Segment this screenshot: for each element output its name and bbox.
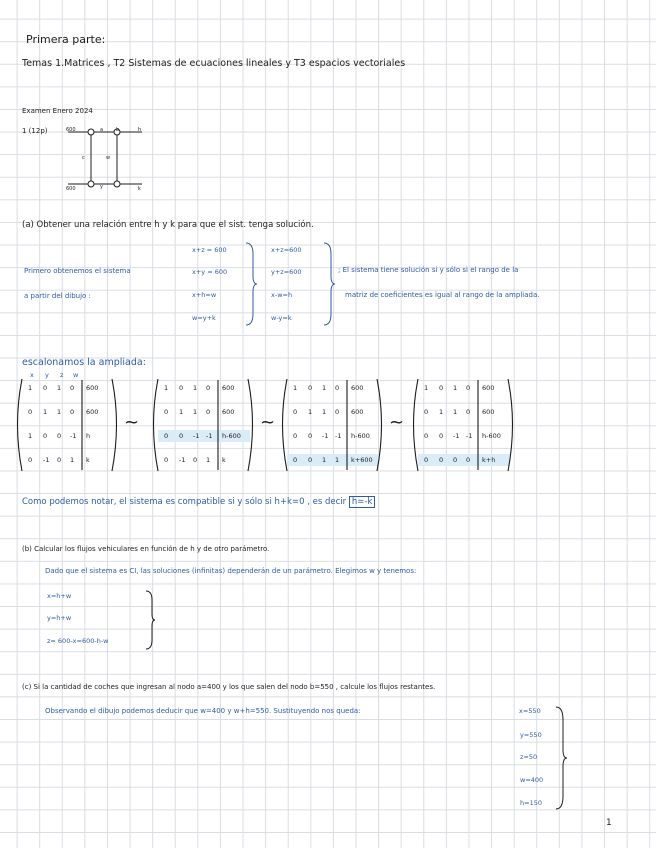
matrix-cell: 0 (308, 456, 313, 464)
part-c-text: Observando el dibujo podemos deducir que w=400 y w+h=550. Sustituyendo nos queda: (45, 707, 361, 715)
matrix-cell: 0 (308, 432, 313, 440)
result: x=550 (519, 707, 541, 715)
matrix-cell: -1 (43, 456, 50, 464)
diagram-label: b (116, 127, 120, 133)
equation: x-w=h (271, 291, 293, 299)
diagram-label: c (82, 155, 85, 161)
matrix-cell: -1 (466, 432, 473, 440)
solution: z= 600-x=600-h-w (47, 637, 109, 645)
conclusion-text: Como podemos notar, el sistema es compatible si y sólo si h+k=0 , es decir (22, 497, 347, 507)
matrix-cell: 1 (179, 408, 184, 416)
matrix-cell: 1 (322, 408, 327, 416)
matrix-cell: -1 (193, 432, 200, 440)
matrix-cell: 600 (351, 408, 364, 416)
matrix-cell: k+h (482, 456, 496, 464)
matrix-cell: 600 (351, 384, 364, 392)
matrix-cell: h-600 (482, 432, 501, 440)
matrix-cell: 0 (193, 456, 198, 464)
matrix-cell: k+600 (351, 456, 373, 464)
diagram-label: h (138, 127, 142, 133)
matrix-cell: 0 (424, 432, 429, 440)
matrix-cell: 0 (206, 408, 211, 416)
matrix-cell: -1 (335, 432, 342, 440)
part-a-prompt (22, 220, 314, 230)
equation: w=y+k (192, 314, 216, 322)
matrix-cell: 1 (206, 456, 211, 464)
matrix-cell: 0 (206, 384, 211, 392)
matrix-cell: 0 (43, 432, 48, 440)
matrix-cell: 1 (193, 384, 198, 392)
matrix-cell: 1 (28, 432, 33, 440)
part-c-prompt: (c) Si la cantidad de coches que ingresan al nodo a=400 y los que salen del nodo b=550 , calcule los flujos restantes. (22, 683, 436, 691)
part-a-explanation-line2: matriz de coeficientes es igual al rango de la ampliada. (345, 291, 540, 299)
result: h=150 (520, 799, 542, 807)
brace-icon (244, 242, 258, 326)
matrix-cell: k (222, 456, 226, 464)
equivalence-sign: ~ (124, 412, 140, 433)
matrix-cell: 600 (86, 408, 99, 416)
matrix-cell: h-600 (222, 432, 241, 440)
exam-label: Examen Enero 2024 (22, 107, 93, 115)
part-a-explanation-line1: ; El sistema tiene solución si y sólo si el rango de la (338, 266, 519, 274)
equation: w-y=k (271, 314, 292, 322)
part-a-intro-line1: Primero obtenemos el sistema (24, 267, 131, 275)
diagram-label: k (138, 186, 141, 192)
matrix-cell: 1 (164, 384, 169, 392)
matrix-cell: 0 (439, 384, 444, 392)
matrix-cell: 1 (308, 408, 313, 416)
matrix-cell: 0 (335, 384, 340, 392)
matrix-cell: h-600 (351, 432, 370, 440)
matrix-cell: 600 (222, 408, 235, 416)
matrix-cell: 0 (179, 384, 184, 392)
matrix-cell: 0 (164, 456, 169, 464)
topics-line: Temas 1.Matrices , T2 Sistemas de ecuaciones lineales y T3 espacios vectoriales (22, 58, 406, 69)
matrix-cell: 0 (57, 456, 62, 464)
brace-icon (322, 242, 336, 326)
equivalence-sign: ~ (389, 412, 405, 433)
result: y=550 (520, 731, 542, 739)
matrix-cell: 0 (466, 384, 471, 392)
matrix-cell: 0 (308, 384, 313, 392)
matrix-cell: 0 (28, 408, 33, 416)
diagram-label: 600 (66, 127, 76, 133)
reduction-title: escalonamos la ampliada: (22, 357, 146, 368)
result: w=400 (520, 776, 544, 784)
brace-icon (554, 706, 568, 810)
matrix-cell: 0 (70, 408, 75, 416)
matrix-cell: 1 (439, 408, 444, 416)
matrix-cell: 0 (293, 432, 298, 440)
matrix-cell: 0 (293, 456, 298, 464)
augmented-matrix (277, 378, 383, 472)
matrix-cell: 1 (453, 408, 458, 416)
matrix-cell: 0 (164, 432, 169, 440)
matrix-cell: 1 (453, 384, 458, 392)
equation: x+z = 600 (192, 246, 227, 254)
question-label: 1 (12p) (22, 127, 48, 135)
matrix-cell: 1 (293, 384, 298, 392)
matrix-cell: 600 (482, 384, 495, 392)
matrix-cell: 0 (453, 456, 458, 464)
diagram-label: 600 (66, 186, 76, 192)
part-a-prompt-text: (a) Obtener una relación entre h y k para que el sist. tenga solución. (22, 220, 314, 230)
matrix-cell: 0 (439, 432, 444, 440)
part-a-intro-line2: a partir del dibujo : (24, 292, 91, 300)
matrix-cell: 1 (322, 384, 327, 392)
matrix-cell: 0 (439, 456, 444, 464)
part-b-prompt: (b) Calcular los flujos vehiculares en función de h y de otro parámetro. (22, 545, 270, 553)
matrix-cell: k (86, 456, 90, 464)
matrix-cell: 1 (57, 408, 62, 416)
matrix-cell: 1 (335, 456, 340, 464)
matrix-cell: 1 (70, 456, 75, 464)
equation: x+z=600 (271, 246, 302, 254)
matrix-cell: -1 (179, 456, 186, 464)
matrix-cell: 0 (335, 408, 340, 416)
matrix-cell: 1 (28, 384, 33, 392)
equation: x+y = 600 (192, 268, 228, 276)
solution: y=h+w (47, 614, 72, 622)
matrix-cell: 0 (466, 408, 471, 416)
matrix-cell: 0 (424, 456, 429, 464)
matrix-cell: -1 (453, 432, 460, 440)
diagram-label: w (106, 155, 111, 161)
reduction-conclusion (22, 497, 375, 507)
matrix-cell: 1 (322, 456, 327, 464)
matrix-cell: 0 (293, 408, 298, 416)
augmented-matrix (12, 378, 118, 472)
diagram-label: y (100, 184, 103, 190)
matrix-cell: -1 (70, 432, 77, 440)
matrix-cell: 0 (70, 384, 75, 392)
matrix-cell: -1 (322, 432, 329, 440)
matrix-cell: 1 (193, 408, 198, 416)
boxed-result: h=-k (349, 496, 376, 508)
matrix-cell: 0 (164, 408, 169, 416)
matrix-cell: 0 (57, 432, 62, 440)
col-header: w (73, 371, 79, 379)
matrix-cell: 0 (424, 408, 429, 416)
result: z=50 (520, 753, 538, 761)
brace-icon (144, 590, 156, 650)
augmented-matrix (148, 378, 254, 472)
equation: x+h=w (192, 291, 217, 299)
equation: y+z=600 (271, 268, 302, 276)
matrix-cell: h (86, 432, 91, 440)
matrix-cell: 1 (57, 384, 62, 392)
diagram-label: a (100, 127, 104, 133)
matrix-cell: 0 (43, 384, 48, 392)
equivalence-sign: ~ (260, 412, 276, 433)
matrix-cell: 600 (222, 384, 235, 392)
page-title: Primera parte: (26, 33, 106, 46)
matrix-cell: 0 (466, 456, 471, 464)
page-number: 1 (606, 818, 612, 828)
matrix-cell: 0 (179, 432, 184, 440)
col-header: z (60, 371, 64, 379)
col-header: y (45, 371, 49, 379)
matrix-cell: 1 (43, 408, 48, 416)
matrix-cell: 600 (482, 408, 495, 416)
solution: x=h+w (47, 592, 72, 600)
col-header: x (30, 371, 34, 379)
augmented-matrix (408, 378, 514, 472)
matrix-cell: 600 (86, 384, 99, 392)
matrix-cell: 1 (424, 384, 429, 392)
part-b-text: Dado que el sistema es CI, las soluciones (infinitas) dependerán de un parámetro. Elegimos w y tenemos: (45, 567, 417, 575)
matrix-cell: 0 (28, 456, 33, 464)
matrix-cell: -1 (206, 432, 213, 440)
